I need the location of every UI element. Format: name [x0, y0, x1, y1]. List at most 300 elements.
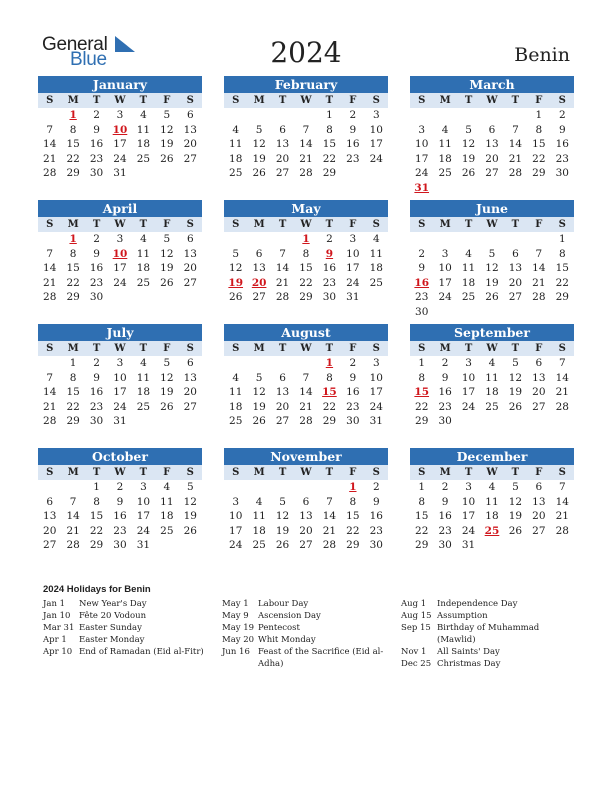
day: 11 — [136, 371, 151, 384]
holiday-name: Pentecost — [258, 623, 300, 633]
day: 26 — [252, 167, 266, 179]
day: 13 — [183, 371, 197, 384]
weekday-label: T — [139, 219, 148, 230]
weekday-label: T — [464, 95, 473, 106]
holiday-date: Dec 25 — [401, 659, 432, 669]
empty-day — [318, 480, 341, 495]
weekday-label: S — [418, 467, 426, 478]
weekday-label: S — [372, 219, 380, 230]
weekday-label: T — [92, 343, 101, 354]
day: 21 — [299, 400, 313, 413]
empty-day — [247, 232, 270, 247]
day: 14 — [43, 138, 57, 150]
day: 8 — [326, 371, 333, 384]
day: 28 — [43, 291, 57, 303]
day: 26 — [461, 167, 476, 179]
day: 5 — [488, 247, 496, 260]
holiday-name: Easter Monday — [79, 635, 145, 645]
holiday-name: New Year's Day — [79, 599, 147, 609]
day: 7 — [302, 371, 310, 384]
day: 14 — [43, 262, 57, 274]
day: 14 — [555, 371, 569, 384]
month-august — [224, 324, 388, 429]
weekday-header — [38, 341, 202, 356]
weekday-label: T — [464, 467, 473, 478]
holiday-day: 20 — [251, 276, 267, 289]
holiday-entry — [43, 646, 219, 658]
day: 27 — [43, 539, 57, 551]
day: 14 — [66, 510, 80, 522]
day: 29 — [66, 167, 80, 179]
weekday-label: W — [486, 219, 498, 230]
day: 23 — [346, 400, 360, 413]
day: 28 — [555, 524, 569, 537]
day: 16 — [346, 138, 360, 150]
day: 27 — [532, 524, 546, 537]
day: 23 — [555, 152, 569, 165]
day: 15 — [532, 138, 546, 150]
day: 15 — [322, 138, 337, 150]
holiday-day: 15 — [414, 386, 430, 398]
day: 21 — [322, 524, 337, 537]
day: 13 — [275, 138, 290, 150]
day: 31 — [113, 415, 127, 427]
day: 27 — [183, 400, 197, 413]
day: 30 — [369, 539, 383, 551]
weekday-label: S — [46, 467, 54, 478]
day: 2 — [349, 109, 357, 121]
day: 30 — [89, 167, 104, 179]
day: 29 — [415, 539, 429, 551]
day: 19 — [160, 386, 174, 398]
weekday-label: S — [46, 95, 54, 106]
day: 10 — [369, 123, 383, 136]
day: 17 — [438, 276, 452, 289]
day: 4 — [488, 357, 496, 369]
day: 14 — [532, 262, 546, 274]
day: 9 — [93, 123, 100, 136]
day: 30 — [438, 539, 452, 551]
day: 12 — [252, 386, 266, 398]
day: 18 — [160, 510, 174, 522]
day: 10 — [136, 495, 151, 508]
day: 9 — [558, 123, 566, 136]
day: 28 — [299, 167, 313, 179]
empty-day — [38, 480, 61, 495]
day: 7 — [46, 247, 54, 260]
weekday-label: T — [325, 95, 334, 106]
holiday-date: May 19 — [222, 623, 255, 633]
empty-day — [457, 232, 480, 247]
day: 17 — [461, 386, 476, 398]
day: 26 — [183, 524, 197, 537]
day: 25 — [485, 400, 499, 413]
day: 16 — [555, 138, 569, 150]
month-title: July — [38, 324, 202, 341]
day-grid — [38, 356, 202, 429]
day: 21 — [555, 510, 569, 522]
day: 2 — [93, 233, 100, 245]
weekday-label: F — [535, 95, 543, 106]
day: 20 — [275, 400, 290, 413]
month-september — [410, 324, 574, 429]
empty-day — [224, 108, 247, 123]
holiday-name: End of Ramadan (Eid al-Fitr) — [79, 647, 204, 657]
empty-day — [38, 356, 61, 371]
day: 15 — [66, 386, 80, 398]
day: 20 — [183, 262, 197, 274]
day: 4 — [372, 233, 380, 245]
day: 6 — [186, 233, 194, 245]
day: 8 — [418, 371, 426, 384]
day: 5 — [255, 371, 263, 384]
day: 4 — [140, 109, 147, 121]
weekday-label: M — [439, 467, 451, 478]
day: 23 — [369, 524, 383, 537]
day: 31 — [369, 415, 383, 427]
day: 5 — [232, 247, 240, 260]
day: 5 — [186, 481, 194, 493]
day: 29 — [89, 539, 104, 551]
day: 4 — [163, 481, 171, 493]
month-may — [224, 200, 388, 305]
day: 16 — [346, 386, 360, 398]
day: 8 — [326, 123, 333, 136]
day: 22 — [89, 524, 104, 537]
day: 5 — [255, 123, 263, 136]
empty-day — [224, 356, 247, 371]
day: 23 — [346, 152, 360, 165]
day: 3 — [116, 233, 124, 245]
day: 4 — [232, 123, 240, 136]
day: 11 — [369, 247, 383, 260]
day: 2 — [558, 109, 566, 121]
day: 1 — [326, 109, 333, 121]
holiday-entry — [43, 598, 219, 610]
day: 15 — [66, 262, 80, 274]
day: 4 — [140, 357, 147, 369]
day: 16 — [89, 386, 104, 398]
month-title: May — [224, 200, 388, 217]
day: 6 — [255, 247, 263, 260]
day: 7 — [46, 371, 54, 384]
day: 9 — [372, 495, 380, 508]
day: 13 — [299, 510, 313, 522]
day: 13 — [183, 123, 197, 136]
day: 9 — [441, 371, 449, 384]
day: 21 — [43, 152, 57, 165]
day: 31 — [346, 291, 360, 303]
day: 2 — [116, 481, 124, 493]
weekday-label: S — [372, 343, 380, 354]
weekday-header — [224, 341, 388, 356]
day: 22 — [415, 400, 429, 413]
day: 13 — [183, 247, 197, 260]
weekday-label: F — [349, 467, 357, 478]
day: 29 — [299, 291, 313, 303]
holiday-entry — [222, 634, 398, 646]
empty-day — [224, 480, 247, 495]
day: 3 — [140, 481, 147, 493]
empty-day — [294, 356, 317, 371]
day: 7 — [279, 247, 286, 260]
day: 13 — [275, 386, 290, 398]
day: 3 — [116, 109, 124, 121]
empty-day — [504, 232, 527, 247]
country-name: Benin — [514, 44, 570, 66]
holiday-name: Independence Day — [437, 599, 518, 609]
day: 8 — [69, 123, 77, 136]
day: 22 — [299, 276, 313, 289]
empty-day — [457, 108, 480, 123]
weekday-label: T — [511, 95, 520, 106]
day: 17 — [346, 262, 360, 274]
weekday-label: M — [67, 343, 79, 354]
day: 18 — [252, 524, 266, 537]
holiday-day: 25 — [484, 524, 500, 537]
day-grid — [224, 232, 388, 305]
weekday-label: S — [232, 95, 240, 106]
holiday-day: 10 — [112, 123, 128, 136]
day: 8 — [302, 247, 310, 260]
day: 30 — [322, 291, 337, 303]
day: 30 — [113, 539, 127, 551]
day: 26 — [160, 400, 174, 413]
month-june — [410, 200, 574, 319]
weekday-label: S — [372, 95, 380, 106]
day: 26 — [229, 291, 243, 303]
weekday-label: S — [46, 343, 54, 354]
day: 18 — [369, 262, 383, 274]
day: 7 — [46, 123, 54, 136]
day: 24 — [136, 524, 151, 537]
day: 6 — [535, 481, 543, 493]
day: 11 — [461, 262, 476, 274]
day: 27 — [508, 291, 523, 303]
calendar-year: 2024 — [270, 36, 342, 69]
day: 19 — [508, 386, 523, 398]
day: 29 — [66, 291, 80, 303]
day: 9 — [93, 371, 100, 384]
day: 1 — [535, 109, 543, 121]
day: 15 — [299, 262, 313, 274]
day: 26 — [508, 400, 523, 413]
holiday-name: Birthday of Muhammad (Mawlid) — [437, 623, 540, 645]
day: 26 — [252, 415, 266, 427]
day: 20 — [485, 152, 499, 165]
empty-day — [247, 108, 270, 123]
day: 3 — [372, 357, 380, 369]
day: 10 — [229, 510, 243, 522]
day: 14 — [555, 495, 569, 508]
day: 23 — [113, 524, 127, 537]
day: 31 — [461, 539, 476, 551]
day: 12 — [461, 138, 476, 150]
day: 30 — [346, 415, 360, 427]
month-title: February — [224, 76, 388, 93]
month-december — [410, 448, 574, 553]
day: 11 — [160, 495, 174, 508]
day: 5 — [279, 495, 286, 508]
empty-day — [247, 356, 270, 371]
day: 12 — [508, 371, 523, 384]
day: 29 — [415, 415, 429, 427]
day: 7 — [326, 495, 333, 508]
day: 4 — [465, 247, 472, 260]
holiday-day: 16 — [414, 276, 430, 289]
day: 6 — [488, 123, 496, 136]
day: 28 — [532, 291, 546, 303]
day: 3 — [349, 233, 357, 245]
weekday-label: T — [325, 343, 334, 354]
day: 19 — [485, 276, 499, 289]
weekday-label: F — [163, 467, 171, 478]
empty-day — [410, 108, 433, 123]
day: 1 — [93, 481, 100, 493]
weekday-label: F — [349, 343, 357, 354]
weekday-label: W — [300, 343, 312, 354]
empty-day — [61, 480, 84, 495]
day: 21 — [532, 276, 546, 289]
holiday-date: Mar 31 — [43, 623, 75, 633]
day: 3 — [465, 481, 472, 493]
day: 15 — [555, 262, 569, 274]
holiday-entry — [43, 622, 219, 634]
day: 25 — [136, 152, 151, 165]
weekday-label: W — [114, 219, 126, 230]
weekday-header — [410, 465, 574, 480]
day: 21 — [43, 276, 57, 289]
holiday-date: Aug 15 — [401, 611, 432, 621]
day: 15 — [66, 138, 80, 150]
day: 18 — [485, 386, 499, 398]
holiday-day: 1 — [302, 233, 310, 245]
month-february — [224, 76, 388, 181]
month-title: March — [410, 76, 574, 93]
day: 24 — [113, 276, 127, 289]
day: 8 — [535, 123, 543, 136]
weekday-label: T — [511, 467, 520, 478]
day: 7 — [558, 357, 566, 369]
empty-day — [504, 108, 527, 123]
day: 13 — [532, 371, 546, 384]
weekday-label: S — [558, 343, 566, 354]
holiday-date: Aug 1 — [401, 599, 427, 609]
weekday-label: T — [278, 467, 287, 478]
holiday-day: 19 — [228, 276, 244, 289]
day: 7 — [302, 123, 310, 136]
holidays-title: 2024 Holidays for Benin — [43, 584, 151, 595]
weekday-label: T — [139, 95, 148, 106]
weekday-header — [410, 217, 574, 232]
holiday-column — [43, 598, 219, 658]
weekday-label: F — [163, 219, 171, 230]
day: 19 — [252, 400, 266, 413]
empty-day — [271, 480, 294, 495]
weekday-label: F — [535, 343, 543, 354]
day: 24 — [369, 400, 383, 413]
day-grid — [410, 232, 574, 319]
weekday-label: M — [67, 219, 79, 230]
empty-day — [224, 232, 247, 247]
weekday-label: S — [558, 95, 566, 106]
month-march — [410, 76, 574, 195]
day: 15 — [415, 510, 429, 522]
day: 10 — [346, 247, 360, 260]
holiday-entry — [401, 610, 577, 622]
day: 20 — [183, 386, 197, 398]
day: 3 — [418, 123, 426, 136]
day: 18 — [136, 262, 151, 274]
day: 24 — [113, 152, 127, 165]
day: 26 — [485, 291, 499, 303]
day: 28 — [555, 400, 569, 413]
day: 19 — [461, 152, 476, 165]
day: 10 — [113, 371, 127, 384]
day: 27 — [485, 167, 499, 179]
day: 29 — [346, 539, 360, 551]
day: 22 — [532, 152, 546, 165]
holiday-entry — [222, 622, 398, 634]
weekday-label: T — [92, 95, 101, 106]
day: 9 — [349, 371, 357, 384]
day: 19 — [252, 152, 266, 165]
day: 13 — [485, 138, 499, 150]
day-grid — [38, 108, 202, 181]
day: 4 — [140, 233, 147, 245]
day: 9 — [418, 262, 426, 274]
day: 21 — [299, 152, 313, 165]
day: 5 — [163, 233, 171, 245]
holiday-date: Jun 16 — [222, 647, 250, 657]
day: 30 — [415, 305, 429, 318]
holiday-date: Apr 10 — [43, 647, 73, 657]
day: 19 — [160, 138, 174, 150]
empty-day — [271, 108, 294, 123]
weekday-label: W — [300, 95, 312, 106]
day-grid — [224, 356, 388, 429]
empty-day — [480, 232, 503, 247]
holiday-entry — [43, 634, 219, 646]
day: 21 — [555, 386, 569, 398]
day: 28 — [322, 539, 337, 551]
day: 8 — [93, 495, 100, 508]
day: 25 — [136, 400, 151, 413]
holiday-day: 10 — [112, 247, 128, 260]
weekday-label: F — [163, 95, 171, 106]
day: 12 — [160, 247, 174, 260]
day: 16 — [113, 510, 127, 522]
holiday-date: May 9 — [222, 611, 249, 621]
month-july — [38, 324, 202, 429]
weekday-header — [38, 93, 202, 108]
day: 29 — [555, 291, 569, 303]
day: 23 — [322, 276, 337, 289]
holiday-day: 1 — [69, 109, 77, 121]
day: 20 — [532, 386, 546, 398]
day: 27 — [275, 167, 290, 179]
holiday-column — [222, 598, 398, 670]
day: 22 — [66, 400, 80, 413]
empty-day — [480, 108, 503, 123]
day: 23 — [438, 400, 452, 413]
weekday-label: M — [253, 343, 265, 354]
day: 10 — [461, 371, 476, 384]
day: 25 — [229, 167, 243, 179]
day: 3 — [116, 357, 124, 369]
day: 5 — [163, 357, 171, 369]
day: 30 — [555, 167, 569, 179]
